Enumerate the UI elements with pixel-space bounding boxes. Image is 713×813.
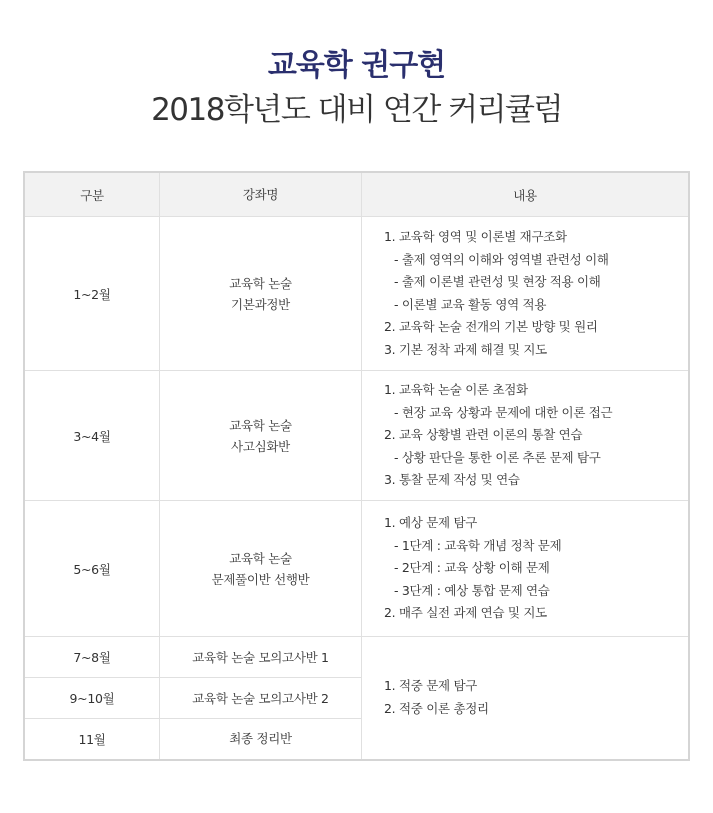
table-row (24, 637, 689, 678)
content-subitem: - 출제 이론별 관련성 및 현장 적용 이해 (394, 274, 601, 289)
period-cell: 9~10월 (24, 678, 160, 719)
course-name-line: 사고심화반 (231, 438, 290, 454)
content-list (384, 379, 688, 492)
content-item: 2. 적중 이론 총정리 (384, 700, 489, 716)
content-list (384, 512, 688, 625)
period-cell: 5~6월 (24, 501, 160, 637)
table-row (24, 217, 689, 371)
content-item: 1. 적중 문제 탐구 (384, 678, 477, 694)
content-item: 1. 교육학 논술 이론 초점화 (384, 382, 528, 398)
period-cell: 3~4월 (24, 371, 160, 501)
content-item: 3. 기본 정착 과제 해결 및 지도 (384, 341, 547, 357)
period-cell: 11월 (24, 719, 160, 760)
course-cell: 교육학 논술 모의고사반 1 (160, 637, 362, 678)
table-header-row (24, 172, 689, 217)
course-cell: 최종 정리반 (160, 719, 362, 760)
period-cell: 7~8월 (24, 637, 160, 678)
course-cell (160, 501, 362, 637)
content-item: 1. 교육학 영역 및 이론별 재구조화 (384, 229, 567, 244)
content-item: 1. 예상 문제 탐구 (384, 515, 477, 531)
course-cell (160, 217, 362, 371)
header-content: 내용 (362, 172, 690, 217)
content-subitem: - 현장 교육 상황과 문제에 대한 이론 접근 (394, 404, 613, 420)
content-subitem: - 상황 판단을 통한 이론 추론 문제 탐구 (394, 449, 601, 465)
content-subitem: - 2단계 : 교육 상황 이해 문제 (394, 560, 550, 576)
course-cell: 교육학 논술 모의고사반 2 (160, 678, 362, 719)
title-block (0, 48, 713, 130)
course-name-line: 교육학 논술 (229, 417, 292, 433)
content-item: 2. 매주 실전 과제 연습 및 지도 (384, 605, 547, 621)
content-cell (362, 217, 690, 371)
content-subitem: - 출제 영역의 이해와 영역별 관련성 이해 (394, 251, 609, 267)
content-list (384, 226, 688, 361)
content-item: 2. 교육 상황별 관련 이론의 통찰 연습 (384, 427, 583, 443)
page-title: 교육학 권구현 (267, 48, 446, 83)
course-name-line: 교육학 논술 (229, 275, 292, 291)
header-period: 구분 (24, 172, 160, 217)
content-subitem: - 이론별 교육 활동 영역 적용 (394, 296, 547, 312)
content-cell (362, 501, 690, 637)
table-row (24, 371, 689, 501)
content-cell (362, 371, 690, 501)
content-item: 2. 교육학 논술 전개의 기본 방향 및 원리 (384, 319, 598, 334)
content-subitem: - 3단계 : 예상 통합 문제 연습 (394, 582, 550, 598)
content-list (384, 675, 688, 720)
course-cell (160, 371, 362, 501)
curriculum-table (23, 171, 690, 761)
course-name-line: 기본과정반 (231, 296, 290, 312)
content-item: 3. 통찰 문제 작성 및 연습 (384, 472, 520, 488)
course-name-line: 문제풀이반 선행반 (211, 571, 310, 587)
period-cell: 1~2월 (24, 217, 160, 371)
content-subitem: - 1단계 : 교육학 개념 정착 문제 (394, 537, 562, 553)
page-subtitle: 2018학년도 대비 연간 커리큘럼 (151, 92, 562, 128)
table-row (24, 501, 689, 637)
header-course: 강좌명 (160, 172, 362, 217)
content-cell (362, 637, 690, 760)
course-name-line: 교육학 논술 (229, 550, 292, 566)
